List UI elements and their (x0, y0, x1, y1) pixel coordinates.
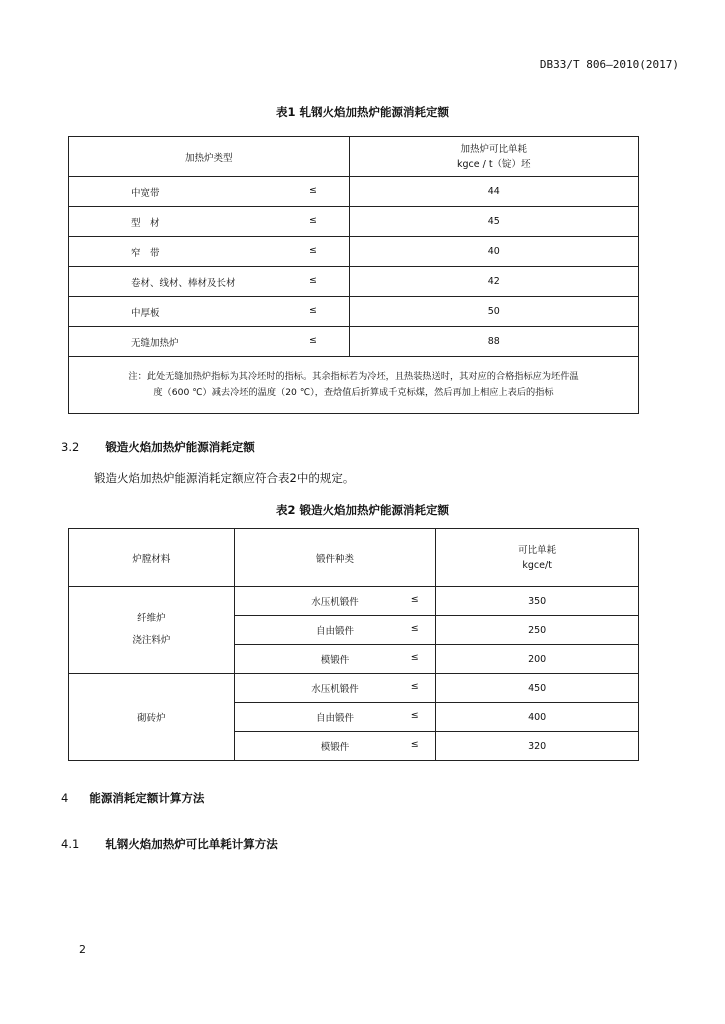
table-row (69, 177, 639, 207)
table1-header-type: 加热炉类型 (69, 137, 350, 177)
forging-kind: 水压机锻件 (311, 597, 359, 608)
operator: ≤ (309, 244, 317, 256)
forging-kind: 自由锻件 (315, 626, 354, 637)
operator: ≤ (309, 304, 317, 316)
furnace-type: 窄 带 (131, 247, 160, 259)
table1-caption: 表1 轧钢火焰加热炉能源消耗定额 (275, 105, 449, 119)
operator: ≤ (410, 710, 419, 721)
table2-header-value: 可比单耗 kgce/t (436, 529, 639, 587)
forging-kind: 模锻件 (320, 655, 350, 666)
material-cell: 砌砖炉 (69, 674, 235, 761)
consumption-value: 50 (349, 297, 638, 327)
furnace-type: 型 材 (131, 217, 160, 229)
table2 (68, 528, 639, 761)
section-4-heading: 4 能源消耗定额计算方法 (61, 791, 205, 805)
consumption-value: 88 (349, 327, 638, 357)
forging-kind: 水压机锻件 (311, 684, 359, 695)
consumption-value: 450 (436, 674, 639, 703)
operator: ≤ (309, 214, 317, 226)
consumption-value: 200 (436, 645, 639, 674)
table-row (69, 297, 639, 327)
table1-header-value: 加热炉可比单耗 kgce / t（锭）坯 (349, 137, 638, 177)
operator: ≤ (410, 652, 419, 663)
table2-caption: 表2 锻造火焰加热炉能源消耗定额 (275, 503, 449, 517)
table-row (69, 207, 639, 237)
consumption-value: 45 (349, 207, 638, 237)
table-row (69, 674, 639, 703)
table2-header-material: 炉膛材料 (69, 529, 235, 587)
consumption-value: 44 (349, 177, 638, 207)
consumption-value: 42 (349, 267, 638, 297)
table1-note: 注：此处无缝加热炉指标为其冷坯时的指标。其余指标若为冷坯，且热装热送时，其对应的合格指标应为坯件温 度（600 ℃）减去冷坯的温度（20 ℃），查焓值后折算成千克标煤，然后再加上相应上表后的指标 (69, 357, 639, 414)
consumption-value: 400 (436, 703, 639, 732)
operator: ≤ (309, 334, 317, 346)
operator: ≤ (410, 594, 419, 605)
operator: ≤ (410, 681, 419, 692)
operator: ≤ (309, 184, 317, 196)
forging-kind: 自由锻件 (315, 713, 354, 724)
section-4-1-heading: 4.1 轧钢火焰加热炉可比单耗计算方法 (61, 837, 278, 851)
material-cell: 纤维炉 浇注料炉 (69, 587, 235, 674)
furnace-type: 中厚板 (131, 307, 160, 319)
furnace-type: 无缝加热炉 (131, 337, 179, 349)
consumption-value: 40 (349, 237, 638, 267)
table-row (69, 327, 639, 357)
section-3-2-paragraph: 锻造火焰加热炉能源消耗定额应符合表2中的规定。 (94, 471, 355, 485)
table1 (68, 136, 639, 414)
table2-header-kind: 锻件种类 (234, 529, 436, 587)
section-3-2-heading: 3.2 锻造火焰加热炉能源消耗定额 (61, 440, 255, 454)
table-row (69, 267, 639, 297)
page-number: 2 (79, 943, 86, 956)
forging-kind: 模锻件 (320, 742, 350, 753)
furnace-type: 中宽带 (131, 187, 160, 199)
operator: ≤ (410, 623, 419, 634)
consumption-value: 320 (436, 732, 639, 761)
consumption-value: 250 (436, 616, 639, 645)
operator: ≤ (309, 274, 317, 286)
consumption-value: 350 (436, 587, 639, 616)
table-row (69, 587, 639, 616)
furnace-type: 卷材、线材、棒材及长材 (131, 277, 236, 289)
table-row (69, 237, 639, 267)
operator: ≤ (410, 739, 419, 750)
standard-code: DB33/T 806—2010(2017) (539, 58, 679, 71)
